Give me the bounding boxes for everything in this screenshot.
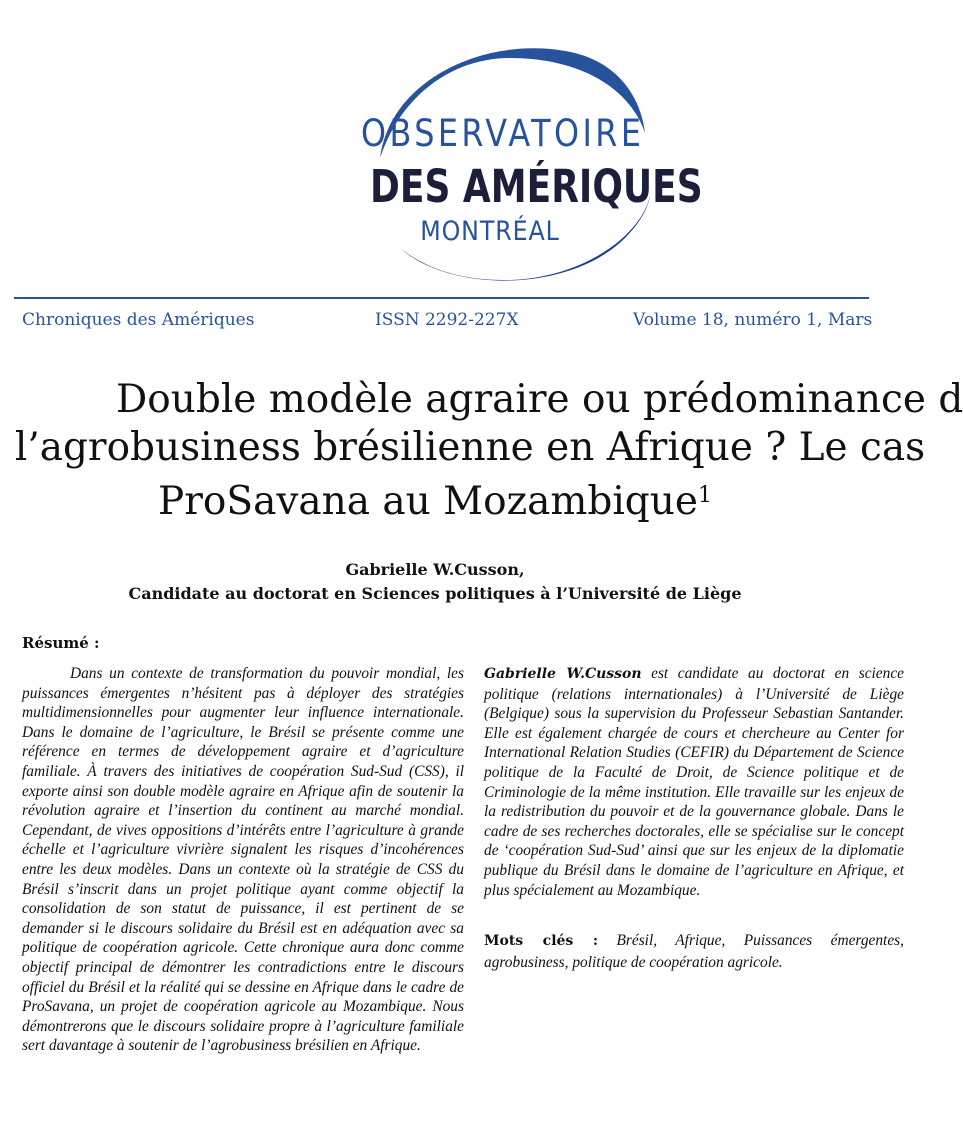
issn: ISSN 2292-227X [375,310,519,330]
abstract-text: Dans un contexte de transformation du pouvoir mondial, les puissances émergentes n’hésitent pas à déployer des stratégies multidimensionnelles pour augmenter leur influence internationale. Dans le domaine de l’agriculture, le Brésil se présente comme une référence en termes de développement agraire et d’agriculture familiale. À travers des initiatives de coopération Sud-Sud (CSS), il exporte ainsi son double modèle agraire en Afrique afin de soutenir la révolution agraire et l’insertion du continent au marché mondial. Cependant, de vives oppositions d’intérêts entre l’agriculture à grande échelle et l’agriculture vivrière signalent les risques d’incohérences entre les deux modèles. Dans un contexte où la stratégie de CSS du Brésil s’inscrit dans un projet politique ayant comme objectif la consolidation de son statut de puissance, il est pertinent de se demander si le discours solidaire du Brésil est en adéquation avec sa politique de coopération agricole. Cette chronique aura donc comme objectif principal de démontrer les contradictions entre le discours officiel du Brésil et la réalité qui se dessine en Afrique dans le cadre de ProSavana, un projet de coopération agricole au Mozambique. Nous démontrerons que le discours solidaire propre à l’agriculture familiale sert davantage à soutenir de l’agrobusiness brésilien en Afrique. [22,665,464,1055]
title-line-3-text: ProSavana au Mozambique [158,479,698,524]
bio-text: est candidate au doctorat en science politique (relations internationales) à l’Université de Liège (Belgique) sous la supervision du Professeur Sebastian Santander. Elle est également chargée de cours et chercheure au Center for International Relation Studies (CEFIR) du Département de Science politique de la Faculté de Droit, de Science politique et de Criminologie de la même institution. Elle travaille sur les enjeux de la redistribution du pouvoir et de la gouvernance globale. Dans le cadre de ses recherches doctorales, elle se spécialise sur le concept de ‘coopération Sud-Sud’ ainsi que sur les enjeux de la diplomatie publique du Brésil dans le domaine de l’agriculture en Afrique, et plus spécialement au Mozambique. [484,665,904,899]
title-line-2: l’agrobusiness brésilienne en Afrique ? Le cas [14,425,926,470]
header-rule [14,297,869,299]
author-name: Gabrielle W.Cusson, [345,560,525,579]
author-bio [484,664,904,900]
author-block [0,558,940,606]
logo-text-des-ameriques: DES AMÉRIQUES [370,160,703,213]
journal-name: Chroniques des Amériques [22,310,255,330]
logo-text-montreal: MONTRÉAL [420,216,560,247]
title-line-3 [0,472,940,526]
keywords [484,930,904,973]
logo-text-observatoire: OBSERVATOIRE [361,112,645,155]
title-footnote-marker: 1 [697,483,712,508]
volume-info: Volume 18, numéro 1, Mars [633,310,873,330]
abstract-heading: Résumé : [22,634,100,652]
observatoire-logo [340,38,703,288]
bio-author-name: Gabrielle W.Cusson [484,666,642,682]
article-title [0,376,963,526]
keywords-text: Brésil, Afrique, Puissances émergentes, agrobusiness, politique de coopération agricole. [484,932,905,971]
author-affiliation: Candidate au doctorat en Sciences politiques à l’Université de Liège [128,584,742,603]
keywords-label: Mots clés : [484,933,598,949]
title-line-1: Double modèle agraire ou prédominance d [116,377,963,422]
